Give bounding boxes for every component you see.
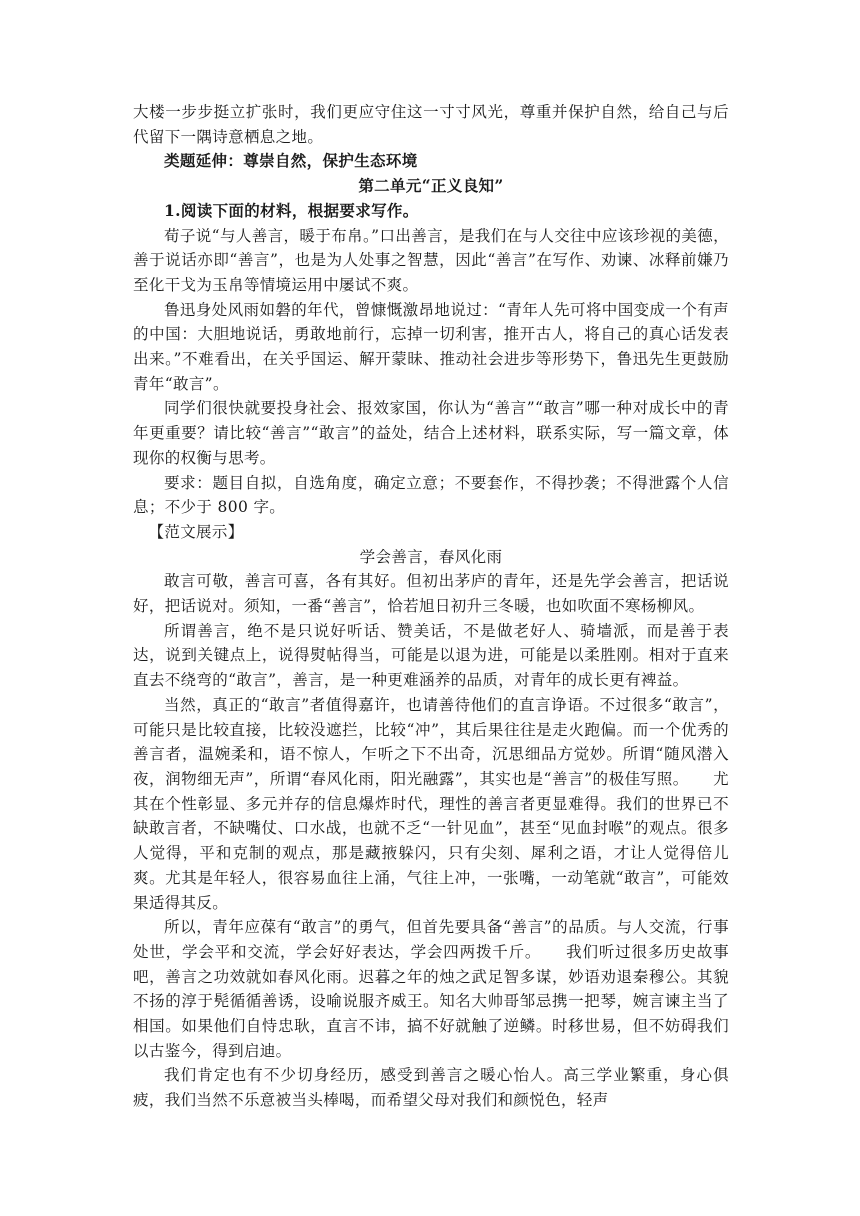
requirements-paragraph: 要求：题目自拟，自选角度，确定立意；不要套作，不得抄袭；不得泄露个人信息；不少于 800 字。 — [133, 473, 729, 517]
sample-label: 【范文展示】 — [148, 522, 244, 541]
material-paragraph-1: 荀子说“与人善言，暖于布帛。”口出善言，是我们在与人交往中应该珍视的美德，善于说话亦即“善言”，也是为人处事之智慧，因此“善言”在写作、劝谏、冰释前嫌乃至化干戈为玉帛等情境运用中屡试不爽。 — [133, 226, 729, 294]
continuation-paragraph: 大楼一步步挺立扩张时，我们更应守住这一寸寸风光，尊重并保护自然，给自己与后代留下一隅诗意栖息之地。 — [133, 103, 729, 146]
essay-paragraph-3: 当然，真正的“敢言”者值得嘉许，也请善待他们的直言诤语。不过很多“敢言”，可能只是比较直接，比较没遮拦，比较“冲”，其后果往往是走火跑偏。而一个优秀的善言者，温婉柔和，语不惊人，乍听之下不出奇，沉思细品方觉妙。所谓“随风潜入夜，润物细无声”，所谓“春风化雨，阳光融露”，其实也是“善言”的极佳写照。 尤其在个性彰显、多元并存的信息爆炸时代，理性的善言者更显难得。我们的世界已不缺敢言者，不缺嘴仗、口水战，也就不乏“一针见血”，甚至“见血封喉”的观点。很多人觉得，平和克制的观点，那是藏掖躲闪，只有尖刻、犀利之语，才让人觉得倍儿爽。尤其是年轻人，很容易血往上涌，气往上冲，一张嘴，一动笔就“敢言”，可能效果适得其反。 — [133, 695, 729, 912]
essay-paragraph-2: 所谓善言，绝不是只说好听话、赞美话，不是做老好人、骑墙派，而是善于表达，说到关键点上，说得熨帖得当，可能是以退为进，可能是以柔胜刚。相对于直来直去不绕弯的“敢言”，善言，是一种更难涵养的品质，对青年的成长更有裨益。 — [133, 621, 729, 690]
essay-title: 学会善言，春风化雨 — [359, 547, 503, 566]
material-paragraph-3: 同学们很快就要投身社会、报效家国，你认为“善言”“敢言”哪一种对成长中的青年更重要？请比较“善言”“敢言”的益处，结合上述材料，联系实际，写一篇文章，体现你的权衡与思考。 — [133, 399, 729, 467]
unit-heading: 第二单元“正义良知” — [358, 176, 504, 196]
extension-topic: 类题延伸：尊崇自然，保护生态环境 — [164, 151, 418, 171]
essay-paragraph-5: 我们肯定也有不少切身经历，感受到善言之暖心怡人。高三学业繁重，身心俱疲，我们当然不乐意被当头棒喝，而希望父母对我们和颜悦色，轻声 — [133, 1066, 729, 1110]
task-heading: 1.阅读下面的材料，根据要求写作。 — [164, 200, 419, 220]
document-page — [133, 100, 729, 1113]
essay-paragraph-4: 所以，青年应葆有“敢言”的勇气，但首先要具备“善言”的品质。与人交流，行事处世，学会平和交流，学会好好表达，学会四两拨千斤。 我们听过很多历史故事吧，善言之功效就如春风化雨。迟暮之年的烛之武足智多谋，妙语劝退秦穆公。其貌不扬的淳于髡循循善诱，设喻说服齐威王。知名大帅哥邹忌携一把琴，婉言谏主当了相国。如果他们自恃忠耿，直言不讳，搞不好就触了逆鳞。时移世易，但不妨碍我们以古鉴今，得到启迪。 — [133, 918, 729, 1060]
material-paragraph-2: 鲁迅身处风雨如磐的年代，曾慷慨激昂地说过：“青年人先可将中国变成一个有声的中国：大胆地说话，勇敢地前行，忘掉一切利害，推开古人，将自己的真心话发表出来。”不难看出，在关乎国运、解开蒙昧、推动社会进步等形势下，鲁迅先生更鼓励青年“敢言”。 — [133, 300, 729, 393]
essay-paragraph-1: 敢言可敬，善言可喜，各有其好。但初出茅庐的青年，还是先学会善言，把话说好，把话说对。须知，一番“善言”，恰若旭日初升三冬暖，也如吹面不寒杨柳风。 — [133, 572, 729, 616]
